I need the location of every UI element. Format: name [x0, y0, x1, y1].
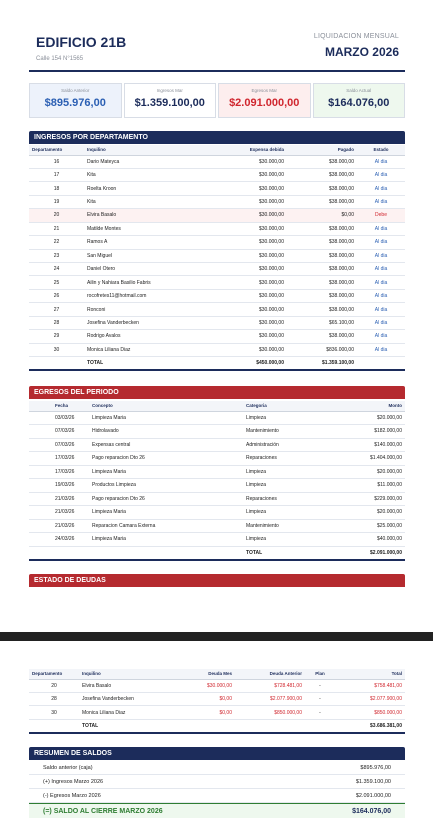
table-cell: Rodrigo Avalos: [84, 330, 197, 343]
table-cell: [185, 719, 235, 732]
income-section-title: INGRESOS POR DEPARTAMENTO: [29, 131, 405, 144]
summary-label: (-) Egresos Marzo 2026: [43, 793, 101, 799]
balance-summary: [29, 761, 405, 818]
table-cell: Limpieza Maria: [89, 533, 243, 547]
table-cell: Al dia: [357, 303, 405, 316]
table-row: [29, 452, 405, 466]
table-cell: 07/03/26: [29, 438, 89, 452]
table-cell: 30: [29, 706, 79, 719]
table-cell: Al dia: [357, 195, 405, 208]
col-header: Categoria: [243, 401, 309, 411]
table-cell: Ailin y Nahiara Basilio Fabris: [84, 276, 197, 289]
card-label: Ingresos Mar: [156, 88, 183, 93]
table-cell: Daniel Otero: [84, 263, 197, 276]
table-cell: $38.000,00: [287, 263, 357, 276]
col-header: Departamento: [29, 145, 84, 155]
expenses-header-row: [29, 401, 405, 411]
table-cell: Ramos A: [84, 236, 197, 249]
summary-final-row: [29, 803, 405, 818]
table-cell: 21/03/26: [29, 519, 89, 533]
table-cell: $20.000,00: [309, 411, 405, 425]
table-cell: Josefina Vanderbecken: [84, 316, 197, 329]
card-label: Saldo Actual: [346, 88, 372, 93]
table-cell: Administración: [243, 438, 309, 452]
table-cell: Pago reparacion Dto 26: [89, 492, 243, 506]
table-row: [29, 519, 405, 533]
table-cell: $30.000,00: [197, 303, 287, 316]
debts-section-title: ESTADO DE DEUDAS: [29, 574, 405, 587]
table-cell: Ronconi: [84, 303, 197, 316]
table-cell: Al dia: [357, 222, 405, 235]
summary-row: [29, 775, 405, 789]
table-cell: $2.091.000,00: [309, 546, 405, 560]
total-row: [29, 546, 405, 560]
table-row: [29, 155, 405, 168]
expenses-section-title: EGRESOS DEL PERIODO: [29, 386, 405, 399]
page-break: [0, 632, 433, 641]
col-header: Inquilino: [84, 145, 197, 155]
table-cell: $20.000,00: [309, 465, 405, 479]
table-cell: $30.000,00: [197, 263, 287, 276]
card-value: $895.976,00: [44, 97, 106, 109]
table-cell: $30.000,00: [197, 316, 287, 329]
page-2: [0, 641, 433, 829]
table-cell: $30.000,00: [197, 155, 287, 168]
col-header: Deuda Mes: [185, 669, 235, 679]
table-row: [29, 249, 405, 262]
table-row: [29, 316, 405, 329]
building-address: Calle 154 N°1565: [36, 56, 84, 62]
table-cell: Matilde Montes: [84, 222, 197, 235]
table-cell: 19: [29, 195, 84, 208]
table-cell: $30.000,00: [197, 330, 287, 343]
building-name: EDIFICIO 21B: [36, 34, 127, 50]
table-cell: $30.000,00: [197, 195, 287, 208]
table-cell: San Miguel: [84, 249, 197, 262]
table-cell: Expensas central: [89, 438, 243, 452]
table-cell: $0,00: [185, 692, 235, 705]
card-income: [124, 83, 217, 118]
table-cell: 24/03/26: [29, 533, 89, 547]
table-cell: $38.000,00: [287, 222, 357, 235]
table-cell: $38.000,00: [287, 155, 357, 168]
debts-table: [29, 669, 405, 734]
table-cell: $0,00: [185, 706, 235, 719]
col-header: Plan: [305, 669, 335, 679]
table-cell: 22: [29, 236, 84, 249]
table-cell: Al dia: [357, 330, 405, 343]
table-cell: 03/03/26: [29, 411, 89, 425]
table-cell: TOTAL: [243, 546, 309, 560]
table-cell: Reparacion Camara Externa: [89, 519, 243, 533]
table-cell: Limpieza: [243, 533, 309, 547]
table-cell: Limpieza: [243, 479, 309, 493]
summary-value: $895.976,00: [360, 765, 391, 771]
table-cell: 18: [29, 182, 84, 195]
table-row: [29, 343, 405, 356]
table-cell: $0,00: [287, 209, 357, 222]
table-cell: 19/03/26: [29, 479, 89, 493]
table-cell: $30.000,00: [197, 249, 287, 262]
table-cell: $40.000,00: [309, 533, 405, 547]
report-type: LIQUIDACION MENSUAL: [313, 33, 399, 40]
table-cell: Al dia: [357, 168, 405, 181]
table-cell: 07/03/26: [29, 425, 89, 439]
table-cell: TOTAL: [84, 357, 197, 370]
table-cell: $30.000,00: [185, 679, 235, 692]
table-cell: rocofretes11@hotmail.com: [84, 289, 197, 302]
table-cell: $38.000,00: [287, 289, 357, 302]
table-cell: $25.000,00: [309, 519, 405, 533]
table-cell: Limpieza: [243, 411, 309, 425]
table-cell: $65.100,00: [287, 316, 357, 329]
col-header: Deuda Anterior: [235, 669, 305, 679]
table-cell: 17/03/26: [29, 452, 89, 466]
table-cell: 21/03/26: [29, 506, 89, 520]
table-cell: $850.000,00: [235, 706, 305, 719]
table-cell: $140.000,00: [309, 438, 405, 452]
report-period: MARZO 2026: [324, 45, 399, 59]
table-cell: $11.000,00: [309, 479, 405, 493]
table-cell: -: [305, 679, 335, 692]
table-cell: 24: [29, 263, 84, 276]
table-cell: Limpieza Maria: [89, 506, 243, 520]
table-cell: Al dia: [357, 182, 405, 195]
table-row: [29, 276, 405, 289]
col-header: Departamento: [29, 669, 79, 679]
table-row: [29, 168, 405, 181]
table-cell: $30.000,00: [197, 209, 287, 222]
table-cell: $30.000,00: [197, 343, 287, 356]
table-cell: Limpieza: [243, 506, 309, 520]
table-row: [29, 303, 405, 316]
table-cell: Elvira Basalo: [79, 679, 185, 692]
table-cell: Mantenimiento: [243, 425, 309, 439]
table-cell: $38.000,00: [287, 303, 357, 316]
table-cell: $1.359.100,00: [287, 357, 357, 370]
income-header-row: [29, 145, 405, 155]
table-cell: -: [305, 692, 335, 705]
card-label: Saldo Anterior: [61, 88, 90, 93]
table-cell: $20.000,00: [309, 506, 405, 520]
table-cell: $1.404.000,00: [309, 452, 405, 466]
table-cell: 29: [29, 330, 84, 343]
table-cell: Al dia: [357, 263, 405, 276]
table-row: [29, 533, 405, 547]
summary-label: Saldo anterior (caja): [43, 765, 93, 771]
table-cell: Al dia: [357, 155, 405, 168]
table-row: [29, 706, 405, 719]
table-cell: Kita: [84, 195, 197, 208]
summary-value: $1.359.100,00: [355, 779, 391, 785]
table-cell: $850.000,00: [335, 706, 405, 719]
table-cell: $229.000,00: [309, 492, 405, 506]
table-cell: Dario Mateyca: [84, 155, 197, 168]
summary-label: (+) Ingresos Marzo 2026: [43, 779, 104, 785]
table-cell: $728.481,00: [235, 679, 305, 692]
table-cell: $38.000,00: [287, 195, 357, 208]
table-cell: $38.000,00: [287, 182, 357, 195]
final-label: (=) SALDO AL CIERRE MARZO 2026: [43, 808, 163, 815]
table-cell: [29, 546, 89, 560]
table-row: [29, 679, 405, 692]
col-header: Estado: [357, 145, 405, 155]
expenses-table: [29, 401, 405, 561]
table-cell: $38.000,00: [287, 249, 357, 262]
table-cell: $38.000,00: [287, 330, 357, 343]
report-header: [29, 26, 405, 72]
table-row: [29, 425, 405, 439]
card-label: Egresos Mar: [251, 88, 277, 93]
table-cell: [305, 719, 335, 732]
table-cell: Josefina Vanderbecken: [79, 692, 185, 705]
table-cell: Limpieza Maria: [89, 411, 243, 425]
table-cell: Debe: [357, 209, 405, 222]
table-row: [29, 492, 405, 506]
table-cell: Al dia: [357, 343, 405, 356]
table-cell: Reparaciones: [243, 452, 309, 466]
summary-row: [29, 789, 405, 803]
table-cell: [29, 719, 79, 732]
card-value: $2.091.000,00: [229, 97, 300, 109]
table-cell: Limpieza Maria: [89, 465, 243, 479]
summary-value: $2.091.000,00: [355, 793, 391, 799]
table-cell: [89, 546, 243, 560]
table-cell: $30.000,00: [197, 168, 287, 181]
table-row: [29, 195, 405, 208]
table-row: [29, 289, 405, 302]
table-cell: [235, 719, 305, 732]
table-cell: $2.077.900,00: [235, 692, 305, 705]
table-cell: Al dia: [357, 236, 405, 249]
table-cell: 16: [29, 155, 84, 168]
table-cell: TOTAL: [79, 719, 185, 732]
table-row: [29, 209, 405, 222]
card-value: $164.076,00: [328, 97, 390, 109]
table-cell: Al dia: [357, 249, 405, 262]
total-row: [29, 719, 405, 732]
table-cell: 23: [29, 249, 84, 262]
table-cell: $30.000,00: [197, 236, 287, 249]
col-header: Pagado: [287, 145, 357, 155]
table-cell: $450.000,00: [197, 357, 287, 370]
table-cell: $758.481,00: [335, 679, 405, 692]
final-value: $164.076,00: [352, 808, 391, 815]
card-previous-balance: [29, 83, 122, 118]
table-cell: 28: [29, 316, 84, 329]
col-header: Expensa debida: [197, 145, 287, 155]
card-expenses: [218, 83, 311, 118]
table-cell: Al dia: [357, 316, 405, 329]
table-cell: $836.000,00: [287, 343, 357, 356]
table-cell: $182.000,00: [309, 425, 405, 439]
table-cell: $38.000,00: [287, 236, 357, 249]
debts-header-row: [29, 669, 405, 679]
col-header: Inquilino: [79, 669, 185, 679]
table-cell: 17: [29, 168, 84, 181]
table-cell: 30: [29, 343, 84, 356]
col-header: Total: [335, 669, 405, 679]
card-value: $1.359.100,00: [134, 97, 205, 109]
table-cell: 20: [29, 679, 79, 692]
table-cell: Elvira Basalo: [84, 209, 197, 222]
table-row: [29, 692, 405, 705]
summary-row: [29, 761, 405, 775]
table-cell: Productos Limpieza: [89, 479, 243, 493]
table-cell: Monica Liliana Diaz: [84, 343, 197, 356]
income-table: [29, 145, 405, 371]
table-cell: Kita: [84, 168, 197, 181]
col-header: Monto: [309, 401, 405, 411]
table-cell: 21/03/26: [29, 492, 89, 506]
table-cell: $30.000,00: [197, 222, 287, 235]
table-row: [29, 263, 405, 276]
total-row: [29, 357, 405, 370]
table-cell: Reparaciones: [243, 492, 309, 506]
card-current-balance: [313, 83, 406, 118]
table-row: [29, 479, 405, 493]
table-cell: Hidrolavado: [89, 425, 243, 439]
table-row: [29, 222, 405, 235]
table-row: [29, 182, 405, 195]
table-cell: $30.000,00: [197, 276, 287, 289]
table-cell: [29, 357, 84, 370]
table-cell: Al dia: [357, 289, 405, 302]
table-cell: Limpieza: [243, 465, 309, 479]
table-cell: 27: [29, 303, 84, 316]
table-cell: Pago reparacion Dto 26: [89, 452, 243, 466]
table-row: [29, 330, 405, 343]
table-cell: [357, 357, 405, 370]
col-header: Concepto: [89, 401, 243, 411]
table-cell: Mantenimiento: [243, 519, 309, 533]
table-row: [29, 465, 405, 479]
table-cell: Roelta Kroon: [84, 182, 197, 195]
table-cell: 21: [29, 222, 84, 235]
table-cell: -: [305, 706, 335, 719]
table-cell: $38.000,00: [287, 276, 357, 289]
table-cell: $3.686.381,00: [335, 719, 405, 732]
table-cell: Al dia: [357, 276, 405, 289]
table-cell: 20: [29, 209, 84, 222]
table-cell: 26: [29, 289, 84, 302]
table-cell: $38.000,00: [287, 168, 357, 181]
summary-section-title: RESUMEN DE SALDOS: [29, 747, 405, 760]
table-row: [29, 438, 405, 452]
table-cell: 17/03/26: [29, 465, 89, 479]
table-row: [29, 411, 405, 425]
table-cell: 25: [29, 276, 84, 289]
table-row: [29, 506, 405, 520]
col-header: Fecha: [29, 401, 89, 411]
summary-cards: [29, 83, 405, 118]
table-cell: $2.077.900,00: [335, 692, 405, 705]
table-row: [29, 236, 405, 249]
table-cell: $30.000,00: [197, 182, 287, 195]
table-cell: Monica Liliana Diaz: [79, 706, 185, 719]
table-cell: 28: [29, 692, 79, 705]
table-cell: $30.000,00: [197, 289, 287, 302]
